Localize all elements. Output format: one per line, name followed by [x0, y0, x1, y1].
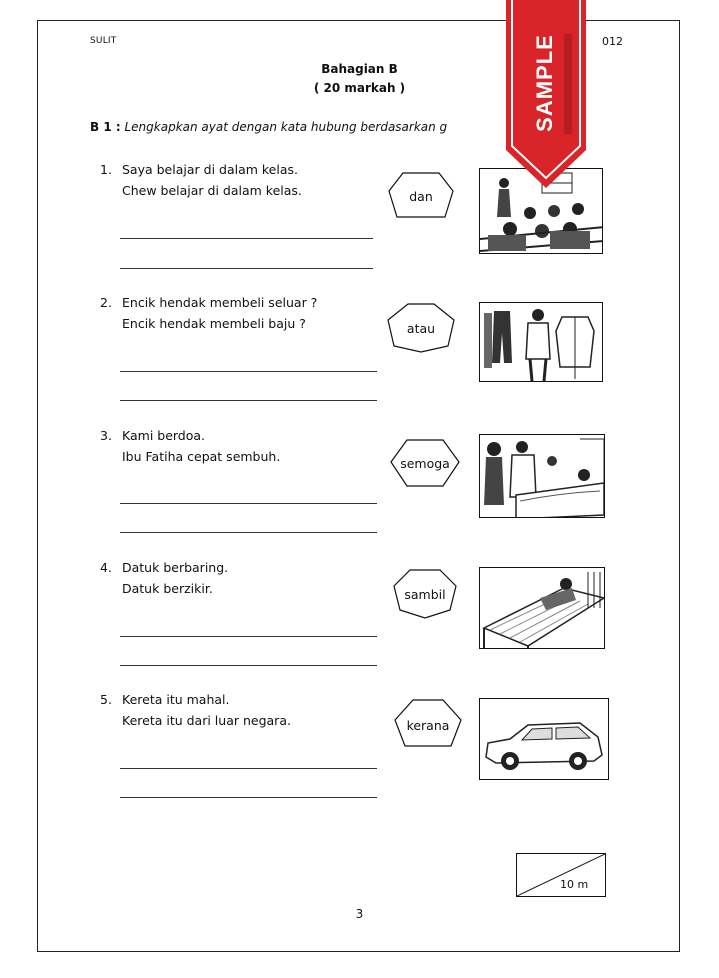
answer-line[interactable] — [120, 238, 373, 239]
conjunction-word: semoga — [400, 455, 450, 471]
classification-label: SULIT — [90, 36, 117, 46]
hospital-visit-icon — [479, 434, 605, 518]
car-icon — [479, 698, 609, 780]
conjunction-hexagon — [392, 568, 458, 620]
conjunction-hexagon — [387, 171, 455, 221]
answer-line[interactable] — [120, 503, 377, 504]
answer-line[interactable] — [120, 400, 377, 401]
man-in-bed-icon — [479, 567, 605, 649]
instruction-text: Lengkapkan ayat dengan kata hubung berdasarkan g — [124, 120, 448, 134]
answer-line[interactable] — [120, 636, 377, 637]
answer-line[interactable] — [120, 797, 377, 798]
question-sentence-2: Datuk berzikir. — [122, 581, 213, 596]
answer-line[interactable] — [120, 665, 377, 666]
clothing-shop-icon — [479, 302, 603, 382]
question-sentence-1: Datuk berbaring. — [122, 560, 229, 575]
section-marks: ( 20 markah ) — [313, 81, 406, 95]
watermark-text: SAMPLE — [532, 34, 557, 132]
question-number: 1. — [100, 162, 112, 177]
section-heading — [0, 60, 719, 98]
conjunction-hexagon — [386, 302, 456, 354]
conjunction-hexagon — [393, 698, 463, 752]
conjunction-word: atau — [406, 320, 436, 336]
question-sentence-1: Saya belajar di dalam kelas. — [122, 162, 298, 177]
question-number: 3. — [100, 428, 112, 443]
answer-line[interactable] — [120, 532, 377, 533]
answer-line[interactable] — [120, 768, 377, 769]
question-sentence-1: Encik hendak membeli seluar ? — [122, 295, 318, 310]
section-title: Bahagian B — [321, 62, 398, 76]
question-number: 2. — [100, 295, 112, 310]
question-sentence-1: Kami berdoa. — [122, 428, 206, 443]
question-sentence-2: Chew belajar di dalam kelas. — [122, 183, 302, 198]
scale-label: 10 m — [560, 878, 589, 891]
question-sentence-2: Encik hendak membeli baju ? — [122, 316, 306, 331]
question-number: 4. — [100, 560, 112, 575]
conjunction-word: kerana — [406, 717, 450, 733]
instruction — [90, 120, 447, 134]
instruction-number: B 1 : — [90, 120, 121, 134]
conjunction-word: sambil — [404, 586, 446, 602]
paper-code: 012 — [602, 35, 623, 48]
answer-line[interactable] — [120, 371, 377, 372]
question-number: 5. — [100, 692, 112, 707]
conjunction-hexagon — [389, 438, 461, 488]
conjunction-word: dan — [409, 188, 433, 204]
question-sentence-2: Kereta itu dari luar negara. — [122, 713, 291, 728]
answer-line[interactable] — [120, 268, 373, 269]
question-sentence-1: Kereta itu mahal. — [122, 692, 230, 707]
page-number: 3 — [355, 907, 364, 921]
sample-watermark-ribbon — [504, 0, 588, 190]
question-sentence-2: Ibu Fatiha cepat sembuh. — [122, 449, 281, 464]
